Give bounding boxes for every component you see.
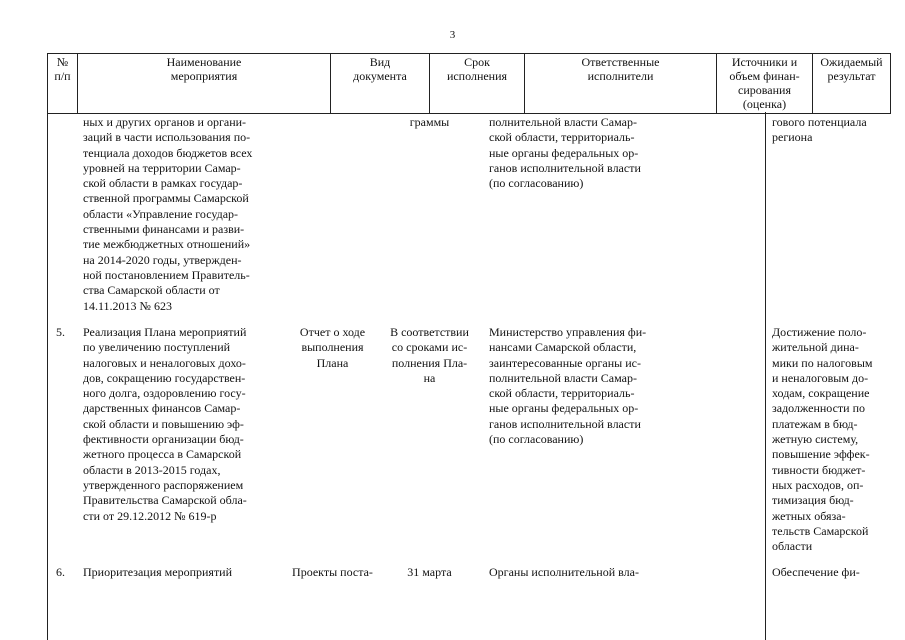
row-5-doc: Отчет о ходе выполнения Плана [299, 325, 366, 370]
row-6-doc: Проекты поста- [292, 565, 373, 579]
header-exec [525, 54, 717, 113]
row-6-name: Приоритезация мероприятий [83, 565, 233, 579]
header-num [48, 54, 78, 113]
row-5-num: 5. [56, 325, 65, 339]
header-num-text: № п/п [54, 55, 71, 83]
header-source [717, 54, 813, 113]
header-source-text: Источники и объем финан- сирования (оценка) [729, 55, 800, 111]
row-6-num: 6. [56, 565, 65, 579]
page-number: 3 [449, 29, 456, 41]
header-name-text: Наименование мероприятия [166, 55, 242, 83]
table-header [47, 53, 891, 114]
header-name [78, 54, 331, 113]
column-divider [765, 112, 766, 640]
row-6-result: Обеспечение фи- [772, 565, 860, 579]
row-5-name: Реализация Плана мероприятий по увеличению поступлений налоговых и неналоговых дохо- дов, сокращению государствен- ного долга, оздоровлению госу- дарственных финансов Самар- ской области и повышению эф- фективности организации бюд- жетного процесса в Самарской области в 2013-2015 годах, утвержденного распоряжением Правительства Самарской обла- сти от 29.12.2012 № 619-р [83, 325, 247, 523]
row-5-result: Достижение поло- жительной дина- мики по налоговым и неналоговым до- ходам, сокращение задолженности по платежам в бюд- жетную систему, повышение эффек- тивности бюджет- ных расходов, оп- тимизация бюд- жетных обяза- тельств Самарской области [772, 325, 873, 554]
header-term-text: Срок исполнения [446, 55, 508, 83]
header-term [430, 54, 525, 113]
row-5-term: В соответствии со сроками ис- полнения Пла- на [390, 325, 469, 385]
row-5-exec: Министерство управления фи- нансами Самарской области, заинтересованные органы ис- полнительной власти Самар- ской области, территориаль- ные органы федеральных ор- ганов исполнительной власти (по согласованию) [489, 325, 647, 447]
header-exec-text: Ответственные исполнители [581, 55, 660, 83]
row-6-exec: Органы исполнительной вла- [489, 565, 639, 579]
row-cont-name: ных и других органов и органи- заций в части использования по- тенциала доходов бюджетов всех уровней на территории Самар- ской области в рамках государ- ственной программы Самарской области «Управление государ- ственными финансами и разви- тие межбюджетных отношений» на 2014-2020 годы, утвержден- ной постановлением Правитель- ства Самарской области от 14.11.2013 № 623 [83, 115, 253, 313]
header-result-text: Ожидаемый результат [820, 55, 883, 83]
row-cont-term: граммы [409, 115, 450, 129]
header-doc [331, 54, 430, 113]
row-cont-result: гового потенциала региона [772, 115, 867, 145]
header-doc-text: Вид документа [353, 55, 407, 83]
header-result [813, 54, 891, 113]
row-cont-exec: полнительной власти Самар- ской области, территориаль- ные органы федеральных ор- ганов исполнительной власти (по согласованию) [489, 115, 641, 191]
column-divider [47, 112, 48, 640]
row-6-term: 31 марта [407, 565, 452, 579]
